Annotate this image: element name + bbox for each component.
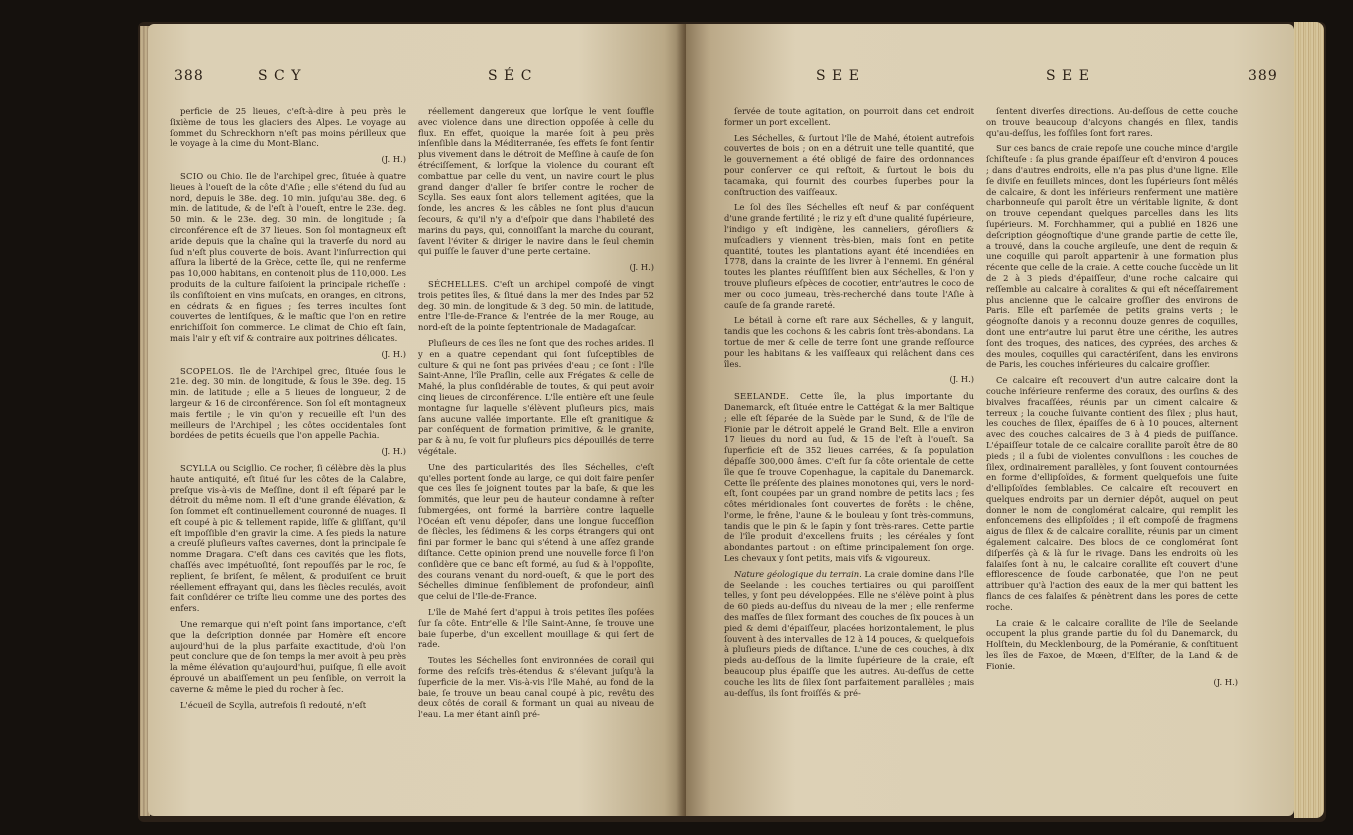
author-signature: (J. H.) [629,262,654,273]
entry-headword: SCOPELOS. [180,365,234,376]
entry-headword: SCIO [180,170,204,181]
paragraph [986,143,1238,370]
paragraph-text: Une des particularités des îles Séchelles, c'eſt qu'elles portent ſonde au large, ce qui doit faire penſer que ces îles ſe joignent toutes par la baſe, & que les ſommités, que leur peu de hauteur condamne à reſter ſubmergées, ont formé la barrière contre laquelle l'Océan eſt venu dépoſer, dans une longue ſucceſſion de ſiècles, les ſédimens & les corps étrangers qui ont fini par former le banc qui s'étend à une aſſez grande diſtance. Cette opinion prend une nouvelle force ſi l'on conſidère que ce banc eſt formé, au ſud & à l'oppoſite, des courans venant du nord-oueſt, & que le port des Séchelles diminue ſenſiblement de profondeur, ainſi que celui de l'Ile-de-France. [418,461,654,602]
page-number-left: 388 [174,68,204,84]
paragraph-text: ou Scigllio. Ce rocher, ſi célèbre dès la plus haute antiquité, eſt ſitué ſur les côtes de la Calabre, preſque vis-à-vis de Meſſine, dont il eſt ſéparé par le détroit du même nom. Il eſt d'une grande élévation, & ſon ſommet eſt continuellement couronné de nuages. Il eſt coupé à pic & tellement rapide, liſſe & gliſſant, qu'il eſt impoſſible d'en gravir la cime. A ſes pieds la nature a creuſé pluſieurs vaſtes cavernes, dont la principale ſe nomme Dragara. C'eſt dans ces cavités que les flots, chaſſés avec impétuoſité, ſont repouſſés par le roc, ſe replient, ſe briſent, ſe mêlent, & produiſent ce bruit réellement effrayant qui, dans les ſiècles reculés, avoit fait conſidérer ce triſte lieu comme une des portes des enfers. [170,462,406,614]
paragraph [170,619,406,695]
paragraph [418,338,654,457]
paragraph-text: L'île de Mahé ſert d'appui à trois petites îles poſées ſur ſa côte. Entr'elle & l'île Saint-Anne, ſe trouve une baie ſuperbe, d'un excellent mouillage & qui ſert de rade. [418,607,654,650]
paragraph-text: Ce calcaire eſt recouvert d'un autre calcaire dont la couche inférieure renferme des coraux, des ourſins & des bivalves fracaſſées, réunis par un ciment calcaire & terreux ; la couche ſuivante contient des ſilex ; plus haut, les couches de ſilex, épaiſſes de 6 à 10 pouces, alternent avec des couches calcaires de 3 à 4 pieds de puiſſance. L'épaiſſeur totale de ce calcaire corallite paroît être de 80 pieds ; il a ſubi de violentes convulſions : les couches de ſilex, ordinairement parallèles, y ſont ſouvent contournées en forme d'ellipſoïdes, & forment quelquefois une ſuite d'ellipſoïdes ſemblables. Ce calcaire eſt recouvert en quelques endroits par un dernier dépôt, auquel on peut donner le nom de conglomérat calcaire, qui remplit les enfoncemens des ellipſoïdes ; il eſt compoſé de fragmens aigus de ſilex & de calcaire corallite, réunis par un ciment également calcaire. Des blocs de ce conglomérat ſont diſperſés çà & là ſur le rivage. Dans les endroits où les falaiſes ſont à nu, le calcaire corallite eſt couvert d'une efflorescence de ſoude carbonatée, que l'on ne peut attribuer qu'à l'action des eaux de la mer qui battent les flancs de ces falaiſes & pénètrent dans les pores de cette roche. [986,375,1238,612]
paragraph-text: Pluſieurs de ces îles ne ſont que des roches arides. Il y en a quatre cependant qui ſont ſuſceptibles de culture & qui ne ſont pas privées d'eau ; ce ſont : l'île Saint-Anne, l'île Praſlin, celle aux Frégates & celle de Mahé, la plus conſidérable de toutes, & qui peut avoir cinq lieues de circonférence. L'île entière eſt une ſeule montagne ſur laquelle s'élèvent pluſieurs pics, mais ſans aucune vallée importante. Elle eſt granitique & par conſéquent de formation primitive, & le granite, par & à nu, ſe voit ſur pluſieurs pics dépouillés de terre végétale. [418,337,654,456]
paragraph [724,202,974,310]
paragraph [170,366,406,442]
paragraph [418,462,654,602]
entry-headword: SÉCHELLES. [428,278,489,289]
author-signature: (J. H.) [949,374,974,385]
paragraph-text: Cette île, la plus importante du Danemarck, eſt ſituée entre le Cattégat & la mer Baltique ; elle eſt ſéparée de la Suède par le Sund, & de l'île de Fionie par le détroit appelé le Grand Belt. Elle a environ 17 lieues du nord au ſud, & 15 de l'eſt à l'oueſt. Sa ſuperficie eſt de 352 lieues carrées, & ſa population dépaſſe 300,000 âmes. C'eſt ſur ſa côte orientale de cette île que ſe trouve Copenhague, la capitale du Danemarck. Cette île préſente des plaines monotones qui, vers le nord-eſt, ſont coupées par un grand nombre de petits lacs ; ſes côtes méridionales ſont couvertes de forêts : le chêne, l'orme, le frêne, l'aune & le bouleau y ſont très-communs, tandis que le pin & le ſapin y ſont très-rares. Cette partie de l'île produit d'excellens fruits ; les céréales y ſont abondantes partout : on eſtime principalement ſon orge. Les chevaux y ſont petits, mais vifs & vigoureux. [724,391,974,564]
paragraph [724,106,974,128]
paragraph [986,375,1238,613]
paragraph [986,618,1238,672]
left-page-column-2 [418,106,654,725]
paragraph-text: Le ſol des îles Séchelles eſt neuf & par conſéquent d'une grande fertilité ; le riz y eſt d'une qualité ſupérieure, l'indigo y eſt indigène, les canneliers, géroſliers & muſcadiers y viennent très-bien, mais ſont en petite quantité, toutes les plantations ayant été incendiées en 1778, dans la crainte de les livrer à l'ennemi. En général toutes les plantes réuſſiſſent bien aux Séchelles, & l'on y trouve pluſieurs eſpèces de cocotier, entr'autres le coco de mer ou coco jumeau, très-recherché dans toute l'Aſie à cauſe de ſa grande rareté. [724,202,974,310]
left-page [148,24,686,816]
entry-headword: SCYLLA [180,462,217,473]
page-number-right: 389 [1248,68,1278,84]
running-head-left-b: S É C [488,68,533,84]
paragraph-text: La craie & le calcaire corallite de l'île de Seelande occupent la plus grande partie du ſol du Danemarck, du Holſtein, du Mecklenbourg, de la Poméranie, & conſtituent les îles de Faxoe, de Mœen, d'Elſter, de la Land & de Fionie. [986,617,1238,671]
paragraph [724,315,974,369]
left-page-column-1 [170,106,406,715]
running-head-left-a: S C Y [258,68,302,84]
paragraph-text: C'eſt un archipel compoſé de vingt trois petites îles, & ſitué dans la mer des Indes par 52 deg. 30 min. de longitude & 3 deg. 50 min. de latitude, entre l'Ile-de-France & l'entrée de la mer Rouge, au nord-eſt de la pointe ſeptentrionale de Madagaſcar. [418,278,654,333]
paragraph [170,171,406,344]
paragraph [418,279,654,333]
paragraph [418,106,654,257]
paragraph [170,700,406,711]
author-signature: (J. H.) [381,348,406,359]
paragraph [418,607,654,650]
paragraph [986,106,1238,138]
section-heading: Nature géologique du terrain. [734,568,862,579]
author-signature: (J. H.) [1213,676,1238,687]
paragraph-text: Toutes les Séchelles ſont environnées de corail qui forme des reſcifs très-étendus & s'élevant juſqu'à la ſuperficie de la mer. Vis-à-vis l'île Mahé, au fond de la baie, ſe trouve un beau canal coupé à pic, revêtu des deux côtés de corail & formant un quai au niveau de l'eau. La mer étant ainſi pré- [418,655,654,720]
paragraph-text: ſervée de toute agitation, on pourroit dans cet endroit former un port excellent. [724,106,974,127]
paragraph-text: Une remarque qui n'eſt point ſans importance, c'eſt que la deſcription donnée par Homère eſt encore aujourd'hui de la plus parfaite exactitude, d'où l'on peut conclure que de ſon temps la mer avoit à peu près la même élévation qu'aujourd'hui, puiſque, ſi elle avoit éprouvé un abaiſſement un peu ſenſible, on verroit la caverne & même le pied du rocher à ſec. [170,619,406,694]
right-page [686,24,1294,816]
paragraph [724,569,974,699]
paragraph-text: Ile de l'Archipel grec, ſituée ſous le 21e. deg. 30 min. de longitude, & ſous le 39e. deg. 15 min. de latitude ; elle a 5 lieues de longueur, 2 de largeur & 16 de circonférence. Son ſol eſt montagneux mais fertile ; le vin qu'on y recueille eſt l'un des meilleurs de l'Archipel ; les côtes occidentales ſont bordées de petits écueils que l'on appelle Pachia. [170,365,406,441]
paragraph-text: ou Chio. Ile de l'archipel grec, ſituée à quatre lieues à l'oueſt de la côte d'Aſie ; elle s'étend du ſud au nord, depuis le 38e. deg. 10 min. juſqu'au 38e. deg. 6 min. de latitude, & de l'eſt à l'oueſt, entre le 23e. deg. 50 min. & le 23e. deg. 30 min. de longitude ; ſa circonférence eſt de 37 lieues. Son ſol montagneux eſt aride depuis que la chaîne qui la traverſe du nord au ſud n'eſt plus couverte de bois. Avant l'inſurrection qui aſſura la liberté de la Grèce, cette île, qui ne renferme pas 10,000 habitans, en contenoit plus de 110,000. Les produits de la culture faiſoient la principale richeſſe : ils conſiſtoient en vins muſcats, en oranges, en citrons, en cédrats & en figues ; ſes terres incultes ſont couvertes de lentiſques, & le maſtic que l'on en retire enrichiſſoit ſon commerce. Le climat de Chio eſt ſain, mais l'air y eſt vif & contraire aux poitrines délicates. [170,170,406,343]
right-page-column-2 [986,106,1238,693]
author-signature: (J. H.) [381,154,406,165]
paragraph [418,655,654,720]
paragraph-text: perficie de 25 lieues, c'eſt-à-dire à peu près le ſixième de tous les glaciers des Alpes. Le voyage au ſommet du Schreckhorn n'eſt pas moins périlleux que le voyage à la cime du Mont-Blanc. [170,106,406,149]
page-edges-right [1294,22,1324,818]
paragraph-text: La craie domine dans l'île de Seelande : les couches tertiaires ou qui paroiſſent telles, y ſont peu développées. Elle ne s'élève point à plus de 60 pieds au-deſſus du niveau de la mer ; elle renferme des maſſes de ſilex formant des couches de ſix pouces à un pied & demi d'épaiſſeur, placées horizontalement, le plus ſouvent à des intervalles de 12 à 14 pouces, & quelquefois à pluſieurs pieds de diſtance. L'une de ces couches, à dix pieds au-deſſous de la limite ſupérieure de la craie, eſt beaucoup plus épaiſſe que les autres. Au-deſſus de cette couche les lits de ſilex ſont parfaitement parallèles ; mais au-deſſus, ils ſont froiſſés & pré- [724,568,975,698]
paragraph [724,391,974,564]
paragraph [170,463,406,614]
paragraph-text: Sur ces bancs de craie repoſe une couche mince d'argile ſchiſteuſe : ſa plus grande épaiſſeur eſt d'environ 4 pouces ; dans d'autres endroits, elle n'a pas plus d'une ligne. Elle ſe diviſe en feuillets minces, dont les ſupérieurs ſont mêlés de calcaire, & dont les inférieurs renferment une matière charbonneuſe qui paroît être un véritable lignite, & dont on trouve cependant quelques parcelles dans les lits ſupérieurs. M. Forchhammer, qui a publié en 1826 une deſcription géognoſtique d'une grande partie de cette île, a trouvé, dans la couche argileuſe, une dent de requin & une coquille qui paroît appartenir à une formation plus récente que celle de la craie. A cette couche ſuccède un lit de 2 à 3 pieds d'épaiſſeur, d'une roche calcaire qui reſſemble au calcaire à coralites & qui eſt néceſſairement plus ancienne que le calcaire groſſier des environs de Paris. Elle eſt parſemée de petits grains verts ; le géognoſte danois y a reconnu douze genres de coquilles, dont une entr'autre lui parut être une cérithe, les autres ſont des troques, des natices, des cyprées, des arches & des moules, coquilles qui caractériſent, dans les environs de Paris, les couches inférieures du calcaire groſſier. [986,143,1238,370]
paragraph-text: Les Séchelles, & ſurtout l'île de Mahé, étoient autrefois couvertes de bois ; on en a détruit une telle quantité, que le gouvernement a été obligé de faire des ordonnances pour conſerver ce qui reſtoit, & ſurtout le bois du tacamaka, qui fournit des courbes ſuperbes pour la conſtruction des vaiſſeaux. [724,132,974,197]
paragraph-text: L'écueil de Scylla, autrefois ſi redouté, n'eſt [180,699,367,710]
author-signature: (J. H.) [381,446,406,457]
paragraph [724,133,974,198]
right-page-column-1 [724,106,974,703]
running-head-right-b: S E E [1046,68,1090,84]
paragraph-text: ſentent diverſes directions. Au-deſſous de cette couche on trouve beaucoup d'alcyons changés en ſilex, tandis qu'au-deſſus, les foſſiles ſont fort rares. [986,106,1238,138]
paragraph-text: Le bétail à corne eſt rare aux Séchelles, & y languit, tandis que les cochons & les cabris ſont très-abondans. La tortue de mer & celle de terre ſont une grande reſſource pour les habitans & les vaiſſeaux qui relâchent dans ces îles. [724,315,974,369]
paragraph-text: réellement dangereux que lorſque le vent ſouffle avec violence dans une direction oppoſée à celle du flux. En effet, quoique la marée ſoit à peu près inſenſible dans la Méditerranée, ſes effets ſe font ſentir plus vivement dans le détroit de Meſſine à cauſe de ſon étréciſſement, & lorſque la violence du courant eſt combattue par celle du vent, un navire court le plus grand danger d'aller ſe briſer contre le rocher de Scylla. Ses eaux ſont alors tellement agitées, que la ſonde, les ancres & les câbles ne ſont plus d'aucun ſecours, & qu'il n'y a d'eſpoir que dans l'habileté des marins du pays, qui, connoiſſant la marche du courant, ſavent l'éviter & diriger le navire dans le ſeul chemin qui puiſſe le ſauver d'une perte certaine. [418,106,654,257]
running-head-right-a: S E E [816,68,860,84]
entry-headword: SEELANDE. [734,391,790,402]
paragraph [170,106,406,149]
